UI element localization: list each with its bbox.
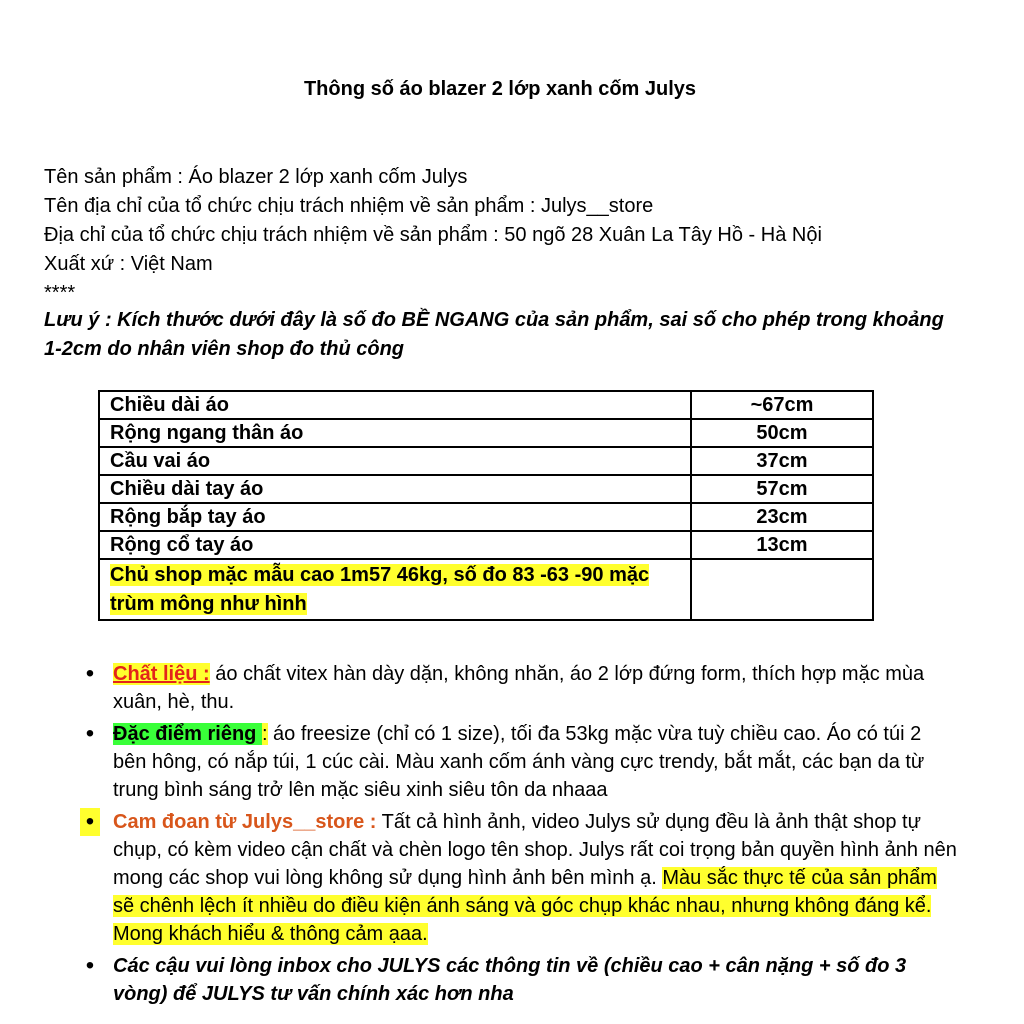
list-item-features bbox=[80, 720, 960, 804]
features-text: áo freesize (chỉ có 1 size), tối đa 53kg mặc vừa tuỳ chiều cao. Áo có túi 2 bên hông, có nắp túi, 1 cúc cài. Màu xanh cốm ánh vàng cực trendy, bắt mắt, các bạn da từ trung bình sáng trở lên mặc siêu xinh siêu tôn da nhaaa bbox=[113, 723, 925, 801]
document-title: Thông số áo blazer 2 lớp xanh cốm Julys bbox=[303, 78, 697, 100]
list-item-inbox bbox=[80, 952, 960, 1008]
row-value: 50cm bbox=[691, 419, 873, 447]
features-label: Đặc điểm riêng bbox=[113, 723, 262, 745]
row-value: 57cm bbox=[691, 475, 873, 503]
model-info-line1: Chủ shop mặc mẫu cao 1m57 46kg, số đo 83 -63 -90 mặc bbox=[110, 564, 650, 586]
model-info-line2: trùm mông như hình bbox=[110, 593, 307, 615]
commitment-highlight: Màu sắc thực tế của sản phẩm sẽ chênh lệch ít nhiều do điều kiện ánh sáng và góc chụp khác nhau, nhưng không đáng kể. Mong khách hiểu & thông cảm ạaa. bbox=[113, 867, 937, 945]
material-label: Chất liệu : bbox=[113, 663, 210, 685]
row-label: Rộng ngang thân áo bbox=[99, 419, 691, 447]
details-list bbox=[80, 660, 960, 1012]
commitment-text: Tất cả hình ảnh, video Julys sử dụng đều là ảnh thật shop tự chụp, có kèm video cận chất và chèn logo tên shop. Julys rất coi trọng bản quyền hình ảnh nên mong các shop vui lòng không sử dụng hình ảnh bên mình ạ. bbox=[113, 811, 957, 889]
row-value: ~67cm bbox=[691, 391, 873, 419]
inbox-text: Các cậu vui lòng inbox cho JULYS các thông tin về (chiều cao + cân nặng + số đo 3 vòng) để JULYS tư vấn chính xác hơn nha bbox=[113, 955, 907, 1005]
table-row bbox=[99, 419, 873, 447]
separator-line: **** bbox=[44, 282, 76, 304]
org-address-line: Địa chỉ của tổ chức chịu trách nhiệm về sản phẩm : 50 ngõ 28 Xuân La Tây Hồ - Hà Nội bbox=[44, 224, 822, 246]
bullet-icon: • bbox=[85, 720, 95, 747]
table-row bbox=[99, 447, 873, 475]
table-row bbox=[99, 531, 873, 559]
row-value: 23cm bbox=[691, 503, 873, 531]
table-row bbox=[99, 475, 873, 503]
row-label: Rộng cổ tay áo bbox=[99, 531, 691, 559]
row-value: 37cm bbox=[691, 447, 873, 475]
row-label: Rộng bắp tay áo bbox=[99, 503, 691, 531]
model-value-cell bbox=[691, 559, 873, 620]
row-label: Chiều dài áo bbox=[99, 391, 691, 419]
product-info bbox=[44, 163, 822, 308]
org-name-line: Tên địa chỉ của tổ chức chịu trách nhiệm về sản phẩm : Julys__store bbox=[44, 195, 654, 217]
table-row bbox=[99, 391, 873, 419]
size-table bbox=[98, 390, 874, 621]
commitment-label: Cam đoan từ Julys__store : bbox=[113, 811, 377, 833]
table-row bbox=[99, 503, 873, 531]
features-colon: : bbox=[261, 723, 268, 745]
list-item-material bbox=[80, 660, 960, 716]
model-info-cell bbox=[99, 559, 691, 620]
bullet-icon: • bbox=[85, 660, 95, 687]
row-label: Cầu vai áo bbox=[99, 447, 691, 475]
row-label: Chiều dài tay áo bbox=[99, 475, 691, 503]
material-text: áo chất vitex hàn dày dặn, không nhăn, áo 2 lớp đứng form, thích hợp mặc mùa xuân, hè, thu. bbox=[113, 663, 925, 713]
product-name-line: Tên sản phẩm : Áo blazer 2 lớp xanh cốm Julys bbox=[44, 166, 468, 188]
model-info-row bbox=[99, 559, 873, 620]
list-item-commitment bbox=[80, 808, 960, 948]
row-value: 13cm bbox=[691, 531, 873, 559]
origin-line: Xuất xứ : Việt Nam bbox=[44, 253, 213, 275]
bullet-icon: • bbox=[85, 952, 95, 979]
measurement-note: Lưu ý : Kích thước dưới đây là số đo BỀ NGANG của sản phẩm, sai số cho phép trong khoảng 1-2cm do nhân viên shop đo thủ công bbox=[44, 309, 944, 360]
bullet-icon: • bbox=[80, 808, 100, 836]
